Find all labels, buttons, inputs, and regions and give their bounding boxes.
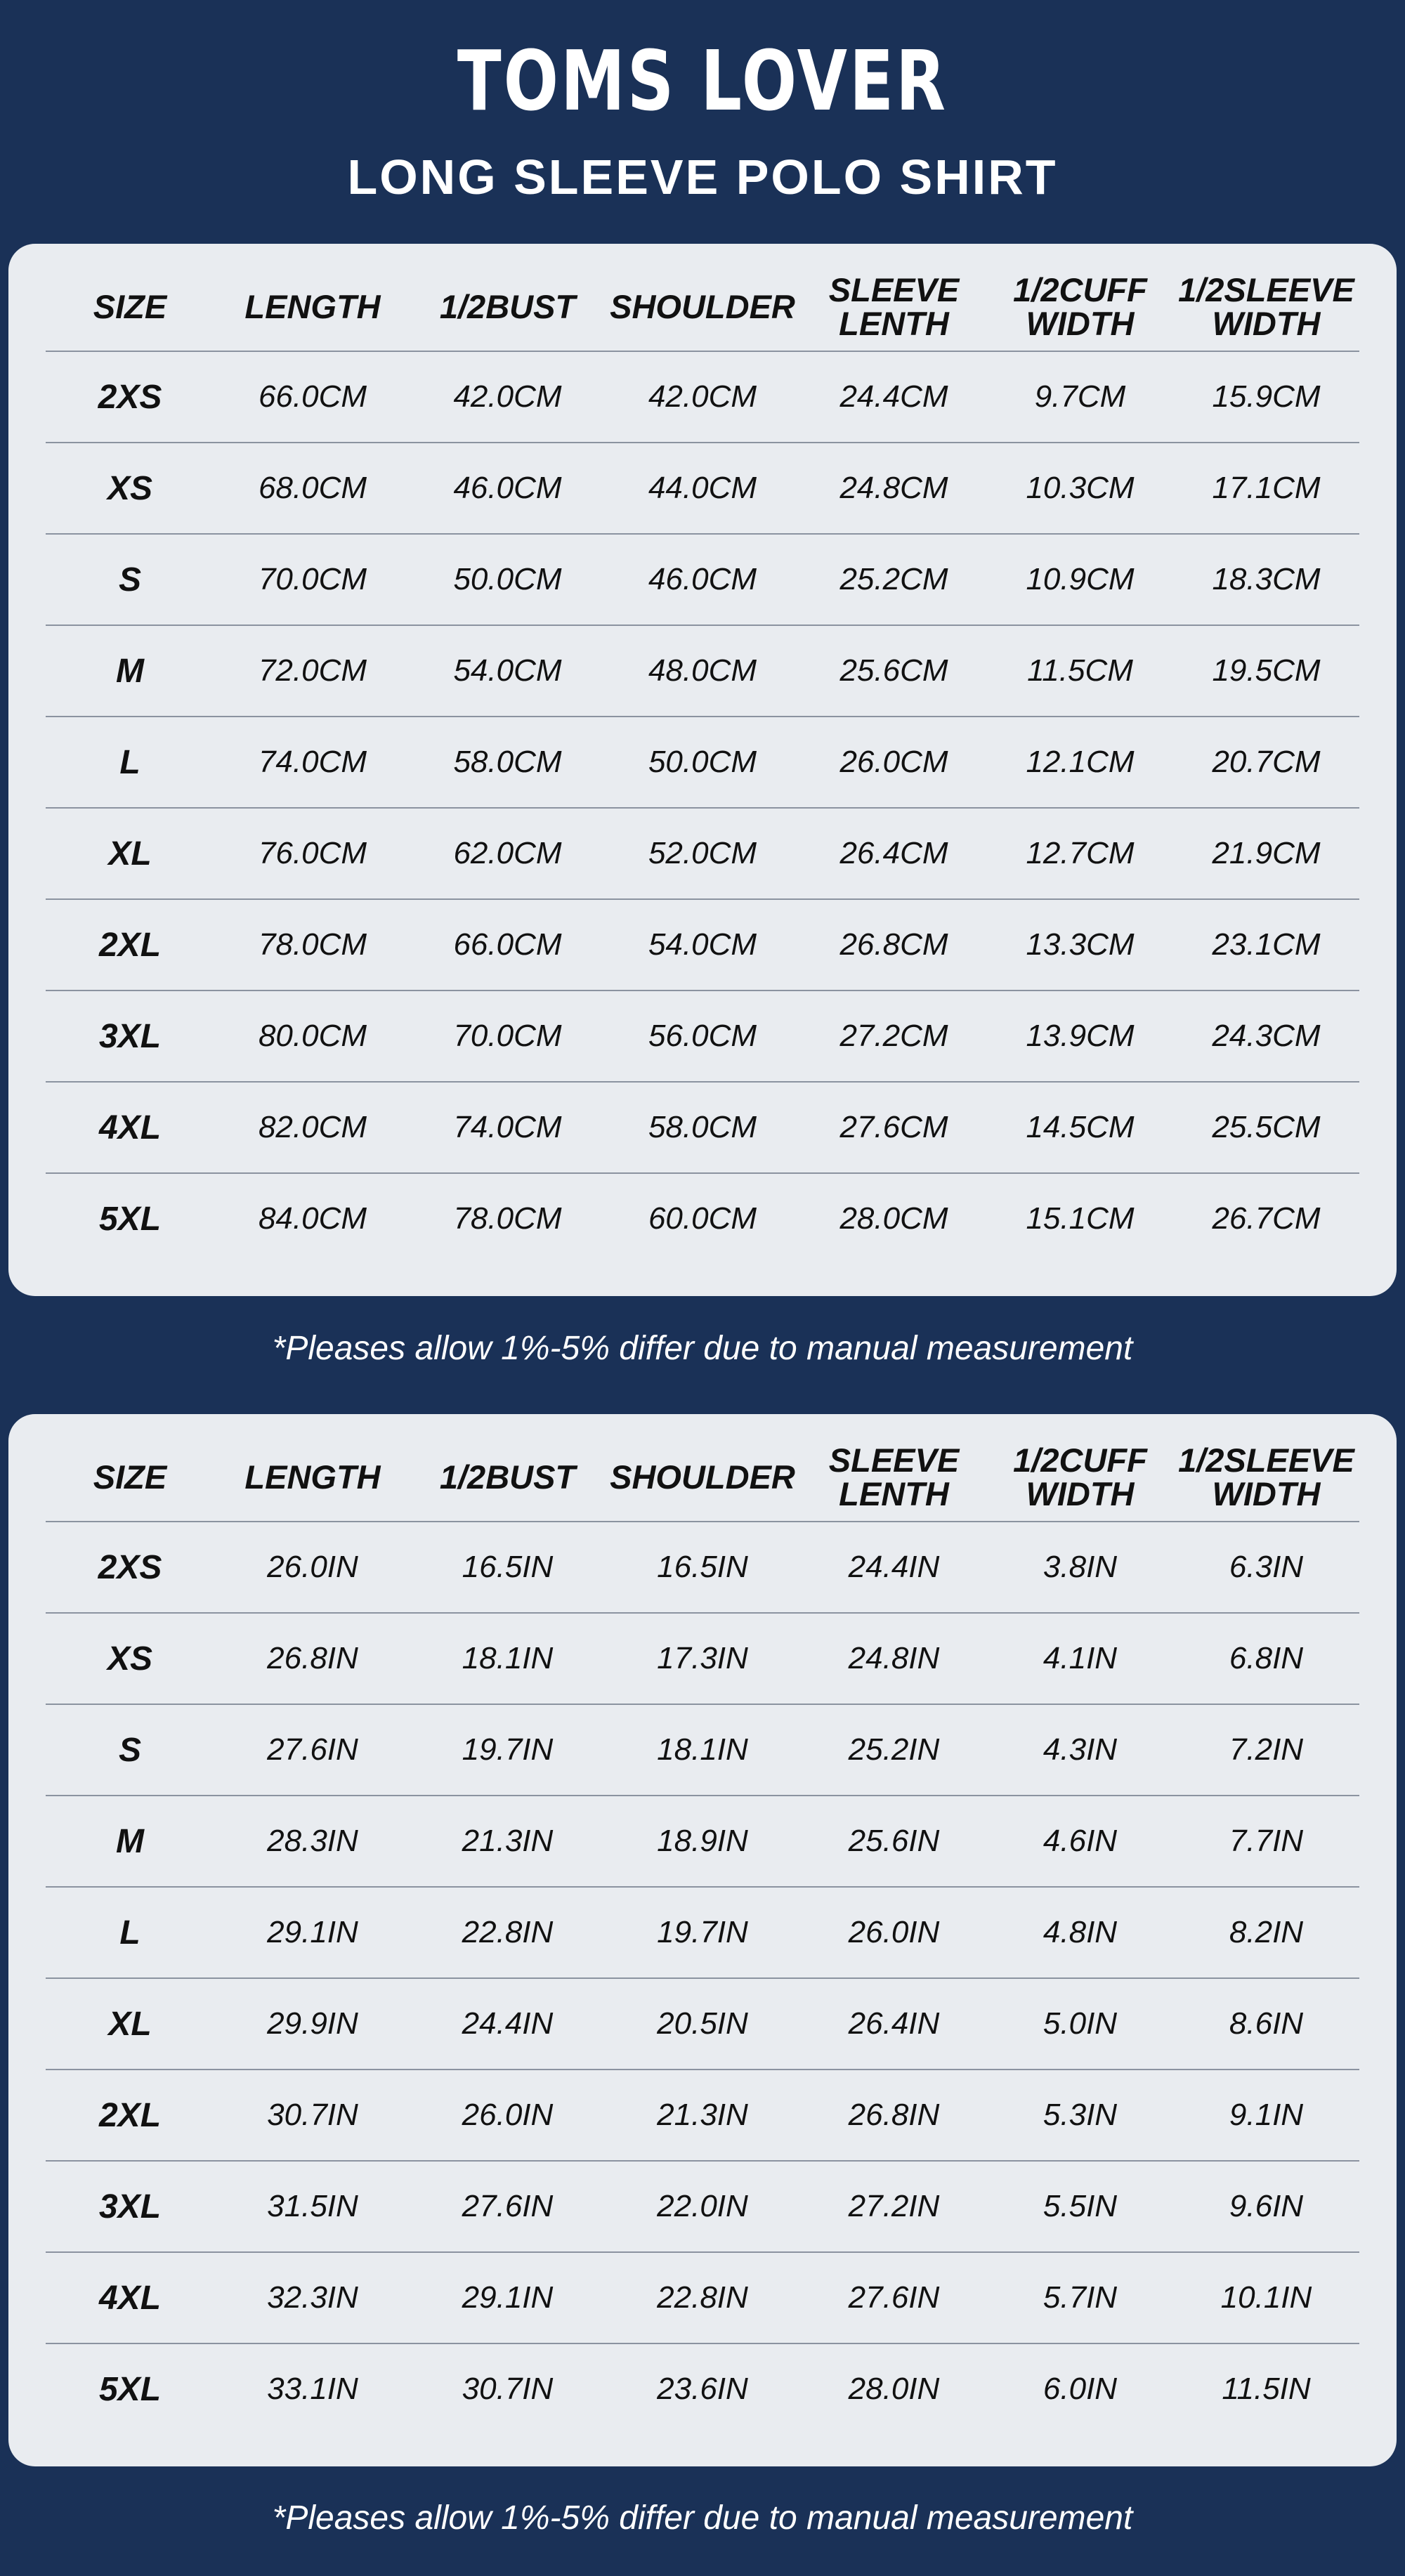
measurement-cell: 9.6IN [1173, 2161, 1359, 2252]
column-header-line: LENTH [839, 1475, 949, 1512]
measurement-cell: 27.6CM [801, 1082, 987, 1173]
column-header-line: WIDTH [1212, 305, 1321, 342]
column-header [604, 1414, 801, 1522]
measurement-cell: 25.5CM [1173, 1082, 1359, 1173]
measurement-cell: 21.9CM [1173, 808, 1359, 899]
measurement-note-in: *Pleases allow 1%-5% differ due to manual measurement [272, 2499, 1133, 2537]
measurement-cell: 76.0CM [214, 808, 411, 899]
column-header [1173, 1414, 1359, 1522]
measurement-cell: 13.3CM [987, 899, 1173, 990]
measurement-cell: 19.7IN [604, 1887, 801, 1978]
measurement-cell: 26.8IN [214, 1613, 411, 1704]
measurement-cell: 56.0CM [604, 990, 801, 1082]
measurement-cell: 78.0CM [214, 899, 411, 990]
measurement-cell: 31.5IN [214, 2161, 411, 2252]
column-header-line: WIDTH [1026, 305, 1135, 342]
size-cell: 2XS [46, 351, 214, 443]
table-row [46, 1704, 1359, 1796]
size-cell: L [46, 1887, 214, 1978]
measurement-cell: 27.6IN [214, 1704, 411, 1796]
measurement-cell: 17.3IN [604, 1613, 801, 1704]
measurement-cell: 19.5CM [1173, 625, 1359, 717]
measurement-cell: 30.7IN [462, 2372, 554, 2406]
measurement-cell: 78.0CM [453, 1201, 562, 1236]
column-header-line: 1/2CUFF [1013, 1441, 1147, 1479]
measurement-cell: 25.2CM [801, 534, 987, 625]
page-title: LONG SLEEVE POLO SHIRT [347, 150, 1058, 204]
measurement-cell: 21.3IN [411, 1796, 604, 1887]
measurement-cell: 15.1CM [1026, 1201, 1135, 1236]
measurement-cell: 29.9IN [214, 1978, 411, 2070]
measurement-cell: 25.6IN [801, 1796, 987, 1887]
measurement-cell: 27.6IN [411, 2161, 604, 2252]
measurement-cell: 4.8IN [987, 1887, 1173, 1978]
measurement-cell: 22.8IN [604, 2252, 801, 2343]
column-header-line: 1/2BUST [439, 288, 576, 325]
measurement-cell: 26.8CM [801, 899, 987, 990]
table-row [46, 2343, 1359, 2434]
measurement-cell: 7.7IN [1173, 1796, 1359, 1887]
measurement-cell: 10.9CM [987, 534, 1173, 625]
measurement-cell: 24.3CM [1173, 990, 1359, 1082]
size-cell: M [46, 625, 214, 717]
measurement-cell: 28.0CM [839, 1201, 948, 1236]
brand-logo: TOMS LOVER [457, 32, 948, 129]
table-row [46, 717, 1359, 808]
measurement-cell: 28.0IN [848, 2372, 940, 2406]
column-header [214, 1414, 411, 1522]
table-row [46, 351, 1359, 443]
measurement-cell: 20.5IN [604, 1978, 801, 2070]
column-header [411, 244, 604, 351]
column-header-line: SHOULDER [610, 288, 795, 325]
column-header-line: WIDTH [1212, 1475, 1321, 1512]
header-row [46, 244, 1359, 351]
measurement-cell: 18.1IN [604, 1704, 801, 1796]
measurement-cell: 22.0IN [604, 2161, 801, 2252]
measurement-cell: 84.0CM [258, 1201, 367, 1236]
measurement-cell: 66.0CM [214, 351, 411, 443]
measurement-cell: 25.6CM [801, 625, 987, 717]
measurement-cell: 6.3IN [1173, 1522, 1359, 1613]
measurement-cell: 70.0CM [214, 534, 411, 625]
measurement-cell: 46.0CM [411, 443, 604, 534]
measurement-cell: 19.7IN [411, 1704, 604, 1796]
column-header-line: LENGTH [244, 1458, 381, 1496]
measurement-cell: 23.6IN [657, 2372, 748, 2406]
measurement-cell: 68.0CM [214, 443, 411, 534]
measurement-cell: 18.1IN [411, 1613, 604, 1704]
size-table-in [46, 1414, 1359, 2434]
measurement-cell: 5.7IN [987, 2252, 1173, 2343]
measurement-cell: 74.0CM [411, 1082, 604, 1173]
measurement-cell: 13.9CM [987, 990, 1173, 1082]
measurement-cell: 12.1CM [987, 717, 1173, 808]
size-cell: XS [46, 1613, 214, 1704]
measurement-cell: 25.2IN [801, 1704, 987, 1796]
table-row [46, 443, 1359, 534]
size-cell: 2XS [46, 1522, 214, 1613]
measurement-cell: 24.8IN [801, 1613, 987, 1704]
column-header [604, 244, 801, 351]
measurement-cell: 33.1IN [267, 2372, 358, 2406]
size-cell: 5XL [98, 1200, 162, 1238]
table-row [46, 2070, 1359, 2161]
measurement-cell: 26.4IN [801, 1978, 987, 2070]
size-cell: 3XL [46, 990, 214, 1082]
size-cell: 4XL [46, 2252, 214, 2343]
measurement-cell: 66.0CM [411, 899, 604, 990]
column-header-line: WIDTH [1026, 1475, 1135, 1512]
measurement-cell: 5.5IN [987, 2161, 1173, 2252]
size-cell: 2XL [46, 2070, 214, 2161]
column-header [987, 1414, 1173, 1522]
column-header-line: SIZE [93, 1458, 167, 1496]
measurement-cell: 50.0CM [411, 534, 604, 625]
size-cell: XL [46, 1978, 214, 2070]
table-row [46, 808, 1359, 899]
measurement-cell: 46.0CM [604, 534, 801, 625]
measurement-cell: 10.1IN [1173, 2252, 1359, 2343]
column-header [46, 1414, 214, 1522]
table-row [46, 1522, 1359, 1613]
measurement-cell: 26.7CM [1212, 1201, 1321, 1236]
measurement-cell: 50.0CM [604, 717, 801, 808]
measurement-cell: 5.3IN [987, 2070, 1173, 2161]
table-row [46, 990, 1359, 1082]
column-header-line: LENTH [839, 305, 949, 342]
size-cell: XL [46, 808, 214, 899]
size-cell: S [46, 534, 214, 625]
measurement-cell: 72.0CM [214, 625, 411, 717]
measurement-cell: 52.0CM [604, 808, 801, 899]
measurement-cell: 30.7IN [214, 2070, 411, 2161]
size-cell: L [46, 717, 214, 808]
size-cell: 3XL [46, 2161, 214, 2252]
column-header-line: SIZE [93, 288, 167, 325]
table-row [46, 1796, 1359, 1887]
measurement-cell: 15.9CM [1173, 351, 1359, 443]
size-cell: 4XL [46, 1082, 214, 1173]
column-header [411, 1414, 604, 1522]
measurement-cell: 42.0CM [604, 351, 801, 443]
measurement-cell: 24.8CM [801, 443, 987, 534]
measurement-cell: 74.0CM [214, 717, 411, 808]
column-header-line: 1/2CUFF [1013, 271, 1147, 308]
table-row [46, 1887, 1359, 1978]
measurement-cell: 7.2IN [1173, 1704, 1359, 1796]
measurement-cell: 11.5CM [987, 625, 1173, 717]
size-chart-cm [8, 244, 1397, 1296]
measurement-cell: 26.0IN [411, 2070, 604, 2161]
measurement-cell: 4.1IN [987, 1613, 1173, 1704]
size-cell: 5XL [98, 2370, 162, 2408]
column-header [46, 244, 214, 351]
column-header-line: 1/2SLEEVE [1178, 271, 1354, 308]
measurement-cell: 11.5IN [1222, 2372, 1311, 2406]
measurement-cell: 26.8IN [801, 2070, 987, 2161]
measurement-cell: 9.7CM [987, 351, 1173, 443]
measurement-cell: 26.0IN [801, 1887, 987, 1978]
measurement-note-cm: *Pleases allow 1%-5% differ due to manual measurement [272, 1330, 1133, 1367]
measurement-cell: 27.6IN [801, 2252, 987, 2343]
measurement-cell: 54.0CM [604, 899, 801, 990]
size-cell: M [46, 1796, 214, 1887]
table-row [46, 899, 1359, 990]
measurement-cell: 24.4IN [411, 1978, 604, 2070]
table-row [46, 1978, 1359, 2070]
measurement-cell: 16.5IN [411, 1522, 604, 1613]
measurement-cell: 18.3CM [1173, 534, 1359, 625]
measurement-cell: 8.2IN [1173, 1887, 1359, 1978]
measurement-cell: 24.4IN [801, 1522, 987, 1613]
measurement-cell: 82.0CM [214, 1082, 411, 1173]
measurement-cell: 44.0CM [604, 443, 801, 534]
measurement-cell: 29.1IN [411, 2252, 604, 2343]
measurement-cell: 18.9IN [604, 1796, 801, 1887]
measurement-cell: 29.1IN [214, 1887, 411, 1978]
measurement-cell: 26.4CM [801, 808, 987, 899]
measurement-cell: 6.0IN [1043, 2372, 1118, 2406]
size-cell: XS [46, 443, 214, 534]
measurement-cell: 10.3CM [987, 443, 1173, 534]
measurement-cell: 62.0CM [411, 808, 604, 899]
measurement-cell: 20.7CM [1173, 717, 1359, 808]
measurement-cell: 6.8IN [1173, 1613, 1359, 1704]
measurement-cell: 21.3IN [604, 2070, 801, 2161]
size-chart-in [8, 1414, 1397, 2466]
measurement-cell: 12.7CM [987, 808, 1173, 899]
table-row [46, 2252, 1359, 2343]
table-row [46, 2161, 1359, 2252]
measurement-cell: 24.4CM [801, 351, 987, 443]
table-row [46, 1613, 1359, 1704]
measurement-cell: 26.0IN [214, 1522, 411, 1613]
measurement-cell: 58.0CM [604, 1082, 801, 1173]
measurement-cell: 27.2IN [801, 2161, 987, 2252]
size-table-cm [46, 244, 1359, 1264]
table-row [46, 534, 1359, 625]
measurement-cell: 9.1IN [1173, 2070, 1359, 2161]
column-header [1173, 244, 1359, 351]
column-header-line: SLEEVE [828, 271, 960, 308]
measurement-cell: 16.5IN [604, 1522, 801, 1613]
measurement-cell: 23.1CM [1173, 899, 1359, 990]
measurement-cell: 80.0CM [214, 990, 411, 1082]
measurement-cell: 5.0IN [987, 1978, 1173, 2070]
measurement-cell: 17.1CM [1173, 443, 1359, 534]
column-header-line: SHOULDER [610, 1458, 795, 1496]
column-header [987, 244, 1173, 351]
measurement-cell: 3.8IN [987, 1522, 1173, 1613]
column-header [801, 1414, 987, 1522]
table-row [46, 625, 1359, 717]
column-header-line: 1/2SLEEVE [1178, 1441, 1354, 1479]
measurement-cell: 70.0CM [411, 990, 604, 1082]
table-row [46, 1082, 1359, 1173]
measurement-cell: 58.0CM [411, 717, 604, 808]
column-header [214, 244, 411, 351]
measurement-cell: 28.3IN [214, 1796, 411, 1887]
header-row [46, 1414, 1359, 1522]
measurement-cell: 48.0CM [604, 625, 801, 717]
column-header-line: LENGTH [244, 288, 381, 325]
measurement-cell: 27.2CM [801, 990, 987, 1082]
measurement-cell: 4.3IN [987, 1704, 1173, 1796]
size-cell: S [46, 1704, 214, 1796]
measurement-cell: 32.3IN [214, 2252, 411, 2343]
measurement-cell: 54.0CM [411, 625, 604, 717]
column-header-line: 1/2BUST [439, 1458, 576, 1496]
measurement-cell: 26.0CM [801, 717, 987, 808]
column-header-line: SLEEVE [828, 1441, 960, 1479]
measurement-cell: 8.6IN [1173, 1978, 1359, 2070]
size-cell: 2XL [46, 899, 214, 990]
measurement-cell: 22.8IN [411, 1887, 604, 1978]
measurement-cell: 60.0CM [648, 1201, 757, 1236]
column-header [801, 244, 987, 351]
measurement-cell: 4.6IN [987, 1796, 1173, 1887]
table-row [46, 1173, 1359, 1264]
measurement-cell: 14.5CM [987, 1082, 1173, 1173]
measurement-cell: 42.0CM [411, 351, 604, 443]
